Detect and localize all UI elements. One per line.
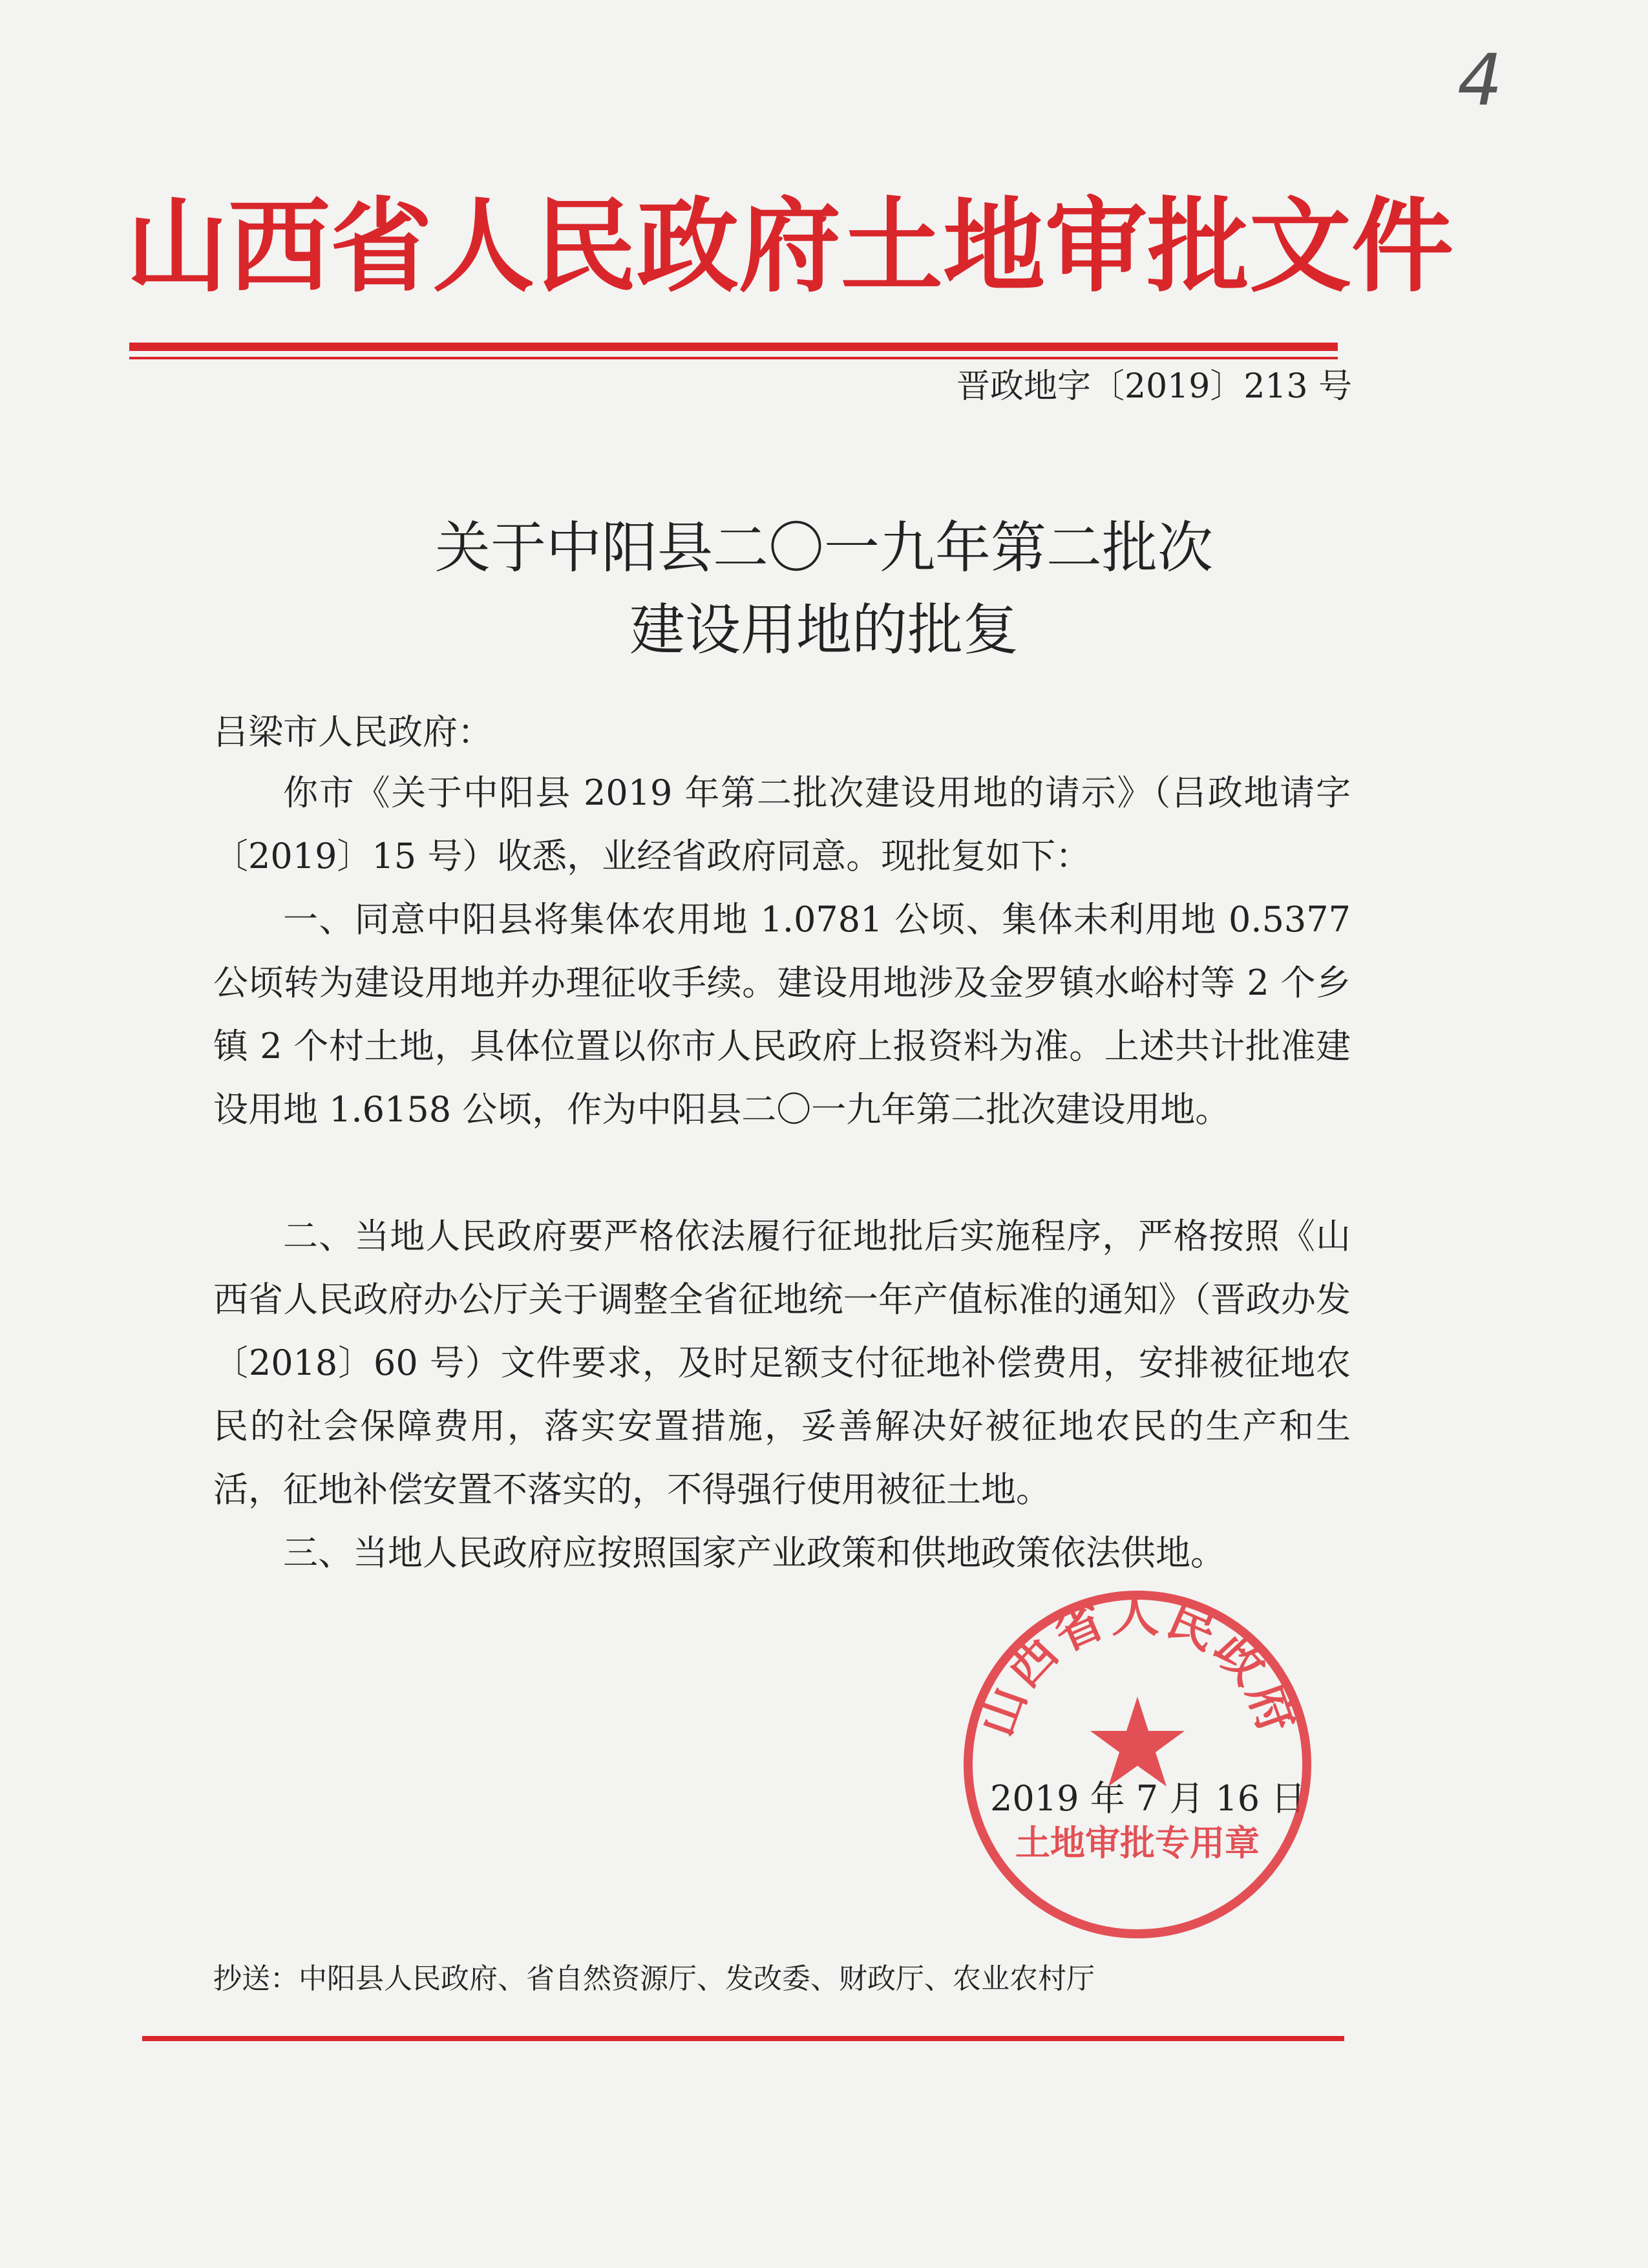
paragraph-item-1: 一、同意中阳县将集体农用地 1.0781 公顷、集体未利用地 0.5377 公顷转为建设用地并办理征收手续。建设用地涉及金罗镇水峪村等 2 个乡镇 2 个村土地，具体位置以你市人民政府上报资料为准。上述共计批准建设用地 1.6158 公顷，作为中阳县二〇一九年第二批次建设用地。 [213,899,1351,1130]
document-number: 晋政地字〔2019〕213 号 [956,367,1353,406]
footer-divider [142,2036,1344,2041]
paragraph-intro: 你市《关于中阳县 2019 年第二批次建设用地的请示》（吕政地请字〔2019〕15 号）收悉，业经省政府同意。现批复如下： [213,772,1351,876]
masthead-title: 山西省人民政府土地审批文件 [126,187,1453,306]
seal-star-icon [1090,1697,1185,1786]
official-seal [956,1584,1318,1945]
recipient: 吕梁市人民政府： [213,712,492,752]
svg-text:山西省人民政府: 山西省人民政府 [968,1587,1307,1744]
issue-date: 2019 年 7 月 16 日 [990,1778,1306,1819]
masthead-divider-thick [129,343,1338,351]
carbon-copy-list: 抄送：中阳县人民政府、省自然资源厅、发改委、财政厅、农业农村厅 [213,1962,1095,1995]
document-title-line-1: 关于中阳县二〇一九年第二批次 [435,516,1213,580]
document-title-line-2: 建设用地的批复 [629,598,1019,662]
paragraph-item-3: 三、当地人民政府应按照国家产业政策和供地政策依法供地。 [283,1532,1225,1573]
paragraph-item-2: 二、当地人民政府要严格依法履行征地批后实施程序，严格按照《山西省人民政府办公厅关于调整全省征地统一年产值标准的通知》（晋政办发〔2018〕60 号）文件要求，及时足额支付征地补偿费用，安排被征地农民的社会保障费用，落实安置措施，妥善解决好被征地农民的生产和生活，征地补偿安置不落实的，不得强行使用被征土地。 [213,1216,1351,1510]
svg-text:土地审批专用章: 土地审批专用章 [1015,1823,1260,1863]
handwritten-page-number: 4 [1457,39,1503,122]
